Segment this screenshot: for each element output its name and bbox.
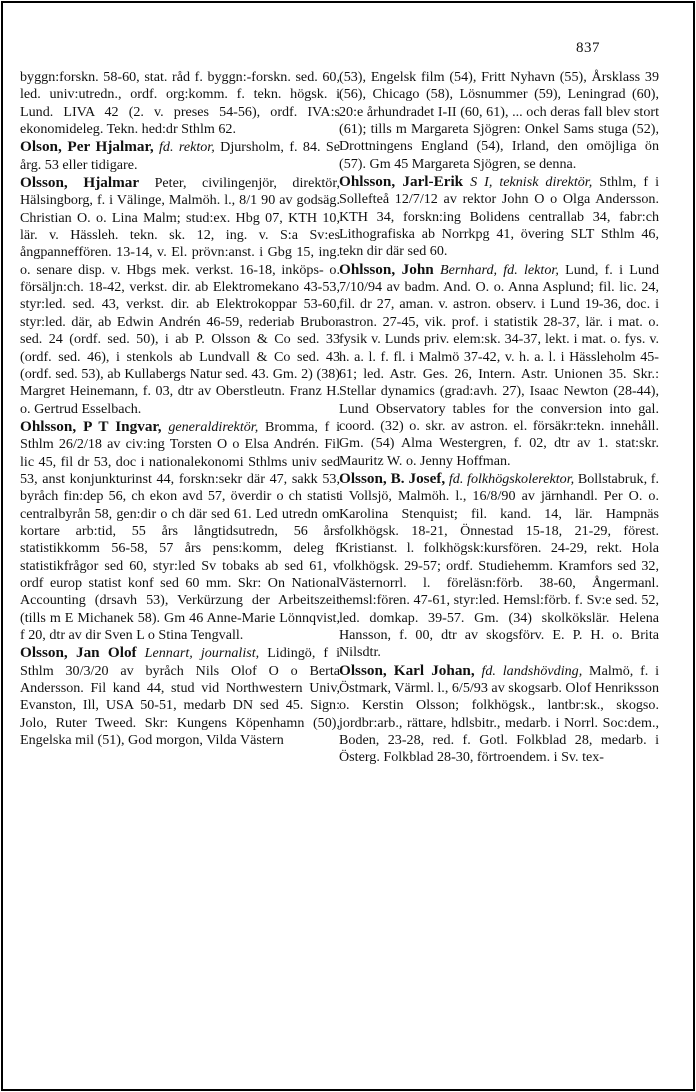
entry-name: Olsson, B. Josef, [339,469,446,487]
entry-title: S I, teknisk direktör, [470,174,593,191]
entry [20,68,340,138]
entry [339,470,659,662]
entry-text: Sthlm, f i Sollefteå 12/7/12 av rektor John O o Olga Andersson. KTH 34, forskn:ing Bolidens centrallab 34, fabr:ch Lithografiska ab Norrkpg 41, övering SLT Sthlm 46, tekn dir där sed 60. [339,174,660,260]
entry-title: fd. folkhögskolerektor, [448,470,575,487]
entry-title: Lennart, journalist, [144,645,260,662]
entry-name: Ohlsson, Jarl-Erik [339,173,464,191]
entry-text: Lidingö, f i Sthlm 30/3/20 av byråch Nils Olof O o Berta Andersson. Fil kand 44, stud vid Northwestern Univ, Evanston, Ill, USA 50-51, medarb DN sed 45. Sign: Jolo, Ruter Tweed. Skr: Kungens Köpenhamn (50), Engelska mil (51), God morgon, Vilda Västern [20,645,341,749]
entry-name: Ohlsson, P T Ingvar, [20,417,162,435]
entry-text: Djursholm, f. 84. Se årg. 53 eller tidigare. [20,139,341,173]
entry [339,173,659,261]
entry [20,644,340,749]
entry-name: Olsson, Karl Johan, [339,661,475,679]
right-column [339,68,659,767]
entry-title: generaldirektör, [168,418,259,435]
entry-text: Peter, civilingenjör, direktör, Hälsingborg, f. i Välinge, Malmöh. l., 8/1 90 av godsäg. Christian O. o. Lina Malm; stud:ex. Hbg 07, KTH 10, lär. v. Hässleh. tekn. sk. 12, ing. v. S:a Sv:es ångpanneffören. 13-14, v. El. prövn:anst. i Gbg 15, ing. o. senare disp. v. Hbgs mek. verkst. 16-18, inköps- o. försäljn:ch. 18-42, verkst. dir. ab Elektromekano 43-53, styr:led. sed. 43, verkst. dir. ab Elektrokoppar 53-60, styr:led. där, ab Edwin Andrén 46-59, rederiab Brubor sed. 24 (ordf. sed. 50), i ab P. Olsson & Co sed. 33 (ordf. sed. 46), i stenkols ab Lundvall & Co sed. 43 (ordf. sed. 53), ab Kullabergs Natur sed. 43. Gm. 2) (38) Margret Heinemann, f. 03, dtr av Oberstleutn. Franz H. o. Gertrud Esselbach. [20,175,340,417]
entry-title: fd. landshövding, [481,662,583,679]
left-column [20,68,340,749]
entry [339,261,659,470]
entry [20,418,340,644]
entry-text: (53), Engelsk film (54), Fritt Nyhavn (55), Årsklass 39 (56), Chicago (58), Lösnummer (59), Leningrad (60), 20:e århundradet I-II (60, 61), ... och deras fall blev stort (61); tills m Margareta Sjögren: Onkel Sams stuga (52), Drottningens England (54), Irland, den omöjliga ön (57). Gm 45 Margareta Sjögren, se denna. [339,69,659,172]
entry [339,662,659,767]
entry-text: byggn:forskn. 58-60, stat. råd f. byggn:-forskn. sed. 60, led. univ:utredn., ordf. org:komm. f. tekn. högsk. i Lund. LIVA 42 (2. v. preses 54-56), ordf. IVA:s ekonomideleg. Tekn. hed:dr Sthlm 62. [20,69,340,138]
entry-title: Bernhard, fd. lektor, [440,261,559,278]
entry [20,174,340,418]
entry-name: Olsson, Jan Olof [20,644,137,662]
entry-text: Malmö, f. i Östmark, Värml. l., 6/5/93 av skogsarb. Olof Henriksson o. Kerstin Olsson; folkhögsk., lantbr:sk., skogso. jordbr:arb., rättare, hdlsbitr., medarb. i Norrl. Soc:dem., Boden, 23-28, red. f. Gotl. Folkblad 28, medarb. i Österg. Folkblad 28-30, förtroendem. i Sv. tex- [339,662,659,766]
entry-title: fd. rektor, [159,139,215,156]
entry-name: Olson, Per Hjalmar, [20,138,154,156]
entry [339,68,659,173]
page-number: 837 [576,40,600,56]
entry-text: Lund, f. i Lund 7/10/94 av badm. And. O. o. Anna Asplund; fil. lic. 24, fil. dr 27, aman. v. astron. observ. i Lund 19-36, doc. i astron. 27-45, vik. prof. i statistik 28-37, lär. i mat. o. fysik v. Lunds priv. elem:sk. 34-37, lekt. i mat. o. fys. v. h. a. l. f. fl. i Malmö 37-42, v. h. a. l. i Hässleholm 45-61; led. Astr. Ges. 26, Intern. Astr. Unionen 35. Skr.: Stellar dynamics (grad:avh. 27), Isaac Newton (28-44), Lund Observatory tables for the conversion into gal. coord. (32) o. skr. av astron. el. försäkr:tekn. innehåll. Gm. (54) Alma Westergren, f. 02, dtr av 1. stat:skr. Mauritz W. o. Jenny Hoffman. [339,261,659,469]
entry-text: Bollstabruk, f. i Vollsjö, Malmöh. l., 16/8/90 av järnhandl. Per O. o. Karolina Stenquist; fil. kand. 14, lär. Hampnäs folkhögsk. 18-21, Önnestad 15-18, 21-29, förest. Kristianst. l. folkhögsk:kursfören. 24-29, rekt. Hola folkhögsk. 29-57; ordf. Studiehemm. Kramfors sed 32, Västernorrl. l. föreläsn:förb. 38-60, Ångermanl. hemsl:fören. 47-61, styr:led. Hemsl:förb. f. Sv:e sed. 52, led. domkap. 39-57. Gm. (34) skolkökslär. Helena Hansson, f. 00, dtr av skogsförv. E. P. H. o. Brita Nilsdtr. [339,470,659,661]
entry [20,138,340,174]
entry-name: Olsson, Hjalmar [20,174,140,192]
entry-text: Bromma, f i Sthlm 26/2/18 av civ:ing Torsten O o Elsa Andrén. Fil lic 45, fil dr 53, doc i nationalekonomi Sthlms univ sed 53, anst konjunkturinst 44, forskn:sekr där 47, sakk 53, byråch fin:dep 56, ch ekon avd 57, överdir o ch statist centralbyrån 58, gen:dir o ch där sed 61. Led utredn om kortare arb:tid, 55 års långtidsutredn, 56 års statistikkomm 56-58, 57 års pens:komm, deleg f statistikfrågor sed 60, styr:led Sv tobaks ab sed 61, v ordf europ statist konf sed 60 mm. Skr: On National Accounting (drsavh 53), Verkürzung der Arbeitszeit (tills m E Michanek 58). Gm 46 Anne-Marie Lönnqvist, f 20, dtr av dir Sven L o Stina Tengvall. [20,418,340,643]
entry-name: Ohlsson, John [339,260,434,278]
